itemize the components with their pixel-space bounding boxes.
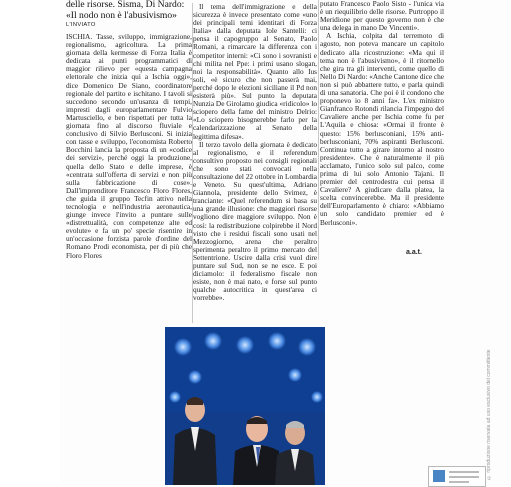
article-photo: [165, 327, 325, 485]
article-column-1: [66, 33, 192, 323]
article-byline: L'INVIATO: [66, 22, 96, 28]
thumbnail-line: [449, 471, 479, 473]
article-column-3: [320, 0, 444, 246]
column-2-paragraph: Il terzo tavolo della giornata è dedicato al regionalismo, e il referendum consultivo proposto nei consigli regionali che sono stati convocati nella consultazione del 22 ottobre in Lombardia e Veneto. Su quest'ultima, Adriano Giannola, presidente dello Svimez, è tranciante: «Quel referendum si basa su una grande illusione: che maggiori risorse vogliono dire maggiore sviluppo. Non è così: la redistribuzione colpirebbe il Nord visto che i residui fiscali sono usati nel Mezzogiorno, arena che peraltro sperimenta peraltro il primo mercato del Settentrione. Uscire dalla crisi vuol dire puntare sul Sud, non se ne esce. E poi diciamolo: il federalismo fiscale non esiste, non è mai nato, e forse sul punto qualche autocritica in quest'area ci vorrebbe».: [193, 139, 317, 303]
column-divider: [318, 0, 319, 260]
thumbnail-line: [449, 476, 479, 478]
article-headline: delle risorse. Sisma, Di Nardo: «Il nodo non è l'abusivismo»: [66, 0, 185, 21]
column-3-paragraph: putato Francesco Paolo Sisto - l'unica via è un riequilibrio delle risorse. Purtroppo il Meridione per questo governo non è che una delega in mano De Vincenti».: [320, 0, 444, 33]
photo-illustration: [165, 327, 325, 485]
column-3-paragraph: A Ischia, colpita dal terremoto di agosto, non poteva mancare un capitolo dedicato alla ricostruzione: «Ma qui il tema non è l'abusivismo», è il ritornello che gira tra gli interventi, come quello di Nello Di Nardo: «Anche Cantone dice che non si può abbattere tutto, e parla quindi di una sanatoria. Che poi è il condono che proponevo io 8 anni fa». L'ex ministro Gianfranco Rotondi rilancia l'impegno del Cavaliere anche per Ischia come fu per L'Aquila e chiosa: «Ormai il fronte è questo: 15% berlusconiani, 15% anti-berlusconiani, 70% aspiranti Berlusconi. Continua tutto a girare intorno al nostro presidente». Che è naturalmente il più acclamato, l'unico solo sul palco, come prima di lui solo Antonio Tajani. Il premier del centrodestra cui pensa il Cavaliere? A giudicare dalla platea, la scelta convincerebbe. Ma il presidente dell'Europarlamento è chiaro: «Abbiamo un solo candidato premier ed è Berlusconi».: [320, 31, 445, 227]
column-2-paragraph: Il tema dell'immigrazione e della sicurezza è invece presentato come «uno dei principali temi identitari di Forza Italia» dalla deputata Iole Santelli: ci pensa il capogruppo al Senato, Paolo Romani, a rimarcare la differenza con i competitor interni: «Ci sono i sovranisti e chi milita nel Ppe: i primi usano slogan, noi la responsabilità». Quanto allo Ius soli, «è sicuro che non passerà mai, perché dopo le elezioni siciliane il Pd non esisterà più». Sul punto la deputata Nunzia De Girolamo giudica «ridicolo» lo sciopero della fame del ministro Delrio: «Lo sciopero bisognerebbe farlo per la calendarizzazione al Senato della legittima difesa».: [193, 2, 317, 141]
article-column-2: [193, 3, 317, 329]
copyright-notice: © riproduzione riservata ad uso esclusivo del committente: [486, 349, 492, 480]
thumbnail-line: [449, 481, 469, 483]
column-1-paragraph: ISCHIA. Tasse, sviluppo, immigrazione, regionalismo, agricoltura. La prima giornata della kermesse di Forza Italia è dedicata ai punti programmatici di maggior rilievo per «questa campagna elettorale che inizia qui a Ischia oggi», dice Domenico De Siano, coordinatore regionale del partito e ischitano. I tavoli si succedono secondo un'usanza di tempi, impresti dagli europarlamentare Fulvio Martusciello, e ben rispettati per tutta la giornata fino al discorso fluviale e conclusivo di Silvio Berlusconi. Si inizia con tasse e sviluppo, l'economista Roberto Bocchini lancia la proposta di un «codice dei servizi», perché oggi la produzione, quella dello Stato e delle imprese, è «centrata sull'offerta di servizi e non più sulla fabbricazione di cose». Dall'imprenditore Francesco Floro Flores, che guida il gruppo Tecfin attivo nella tecnologia e nell'industria aeronautica, giunge invece l'invito a puntare sulle «distrettualità, con competenze alte ed evolute» e fa un po' specie risentire in un'occasione forzista parole d'ordine del Romano Prodi economista, per di più che Floro Flores: [66, 32, 192, 260]
thumbnail-image: [433, 470, 445, 482]
left-margin: [0, 0, 60, 485]
article-signature: a.a.t.: [406, 249, 422, 256]
page-thumbnail[interactable]: [428, 466, 486, 487]
